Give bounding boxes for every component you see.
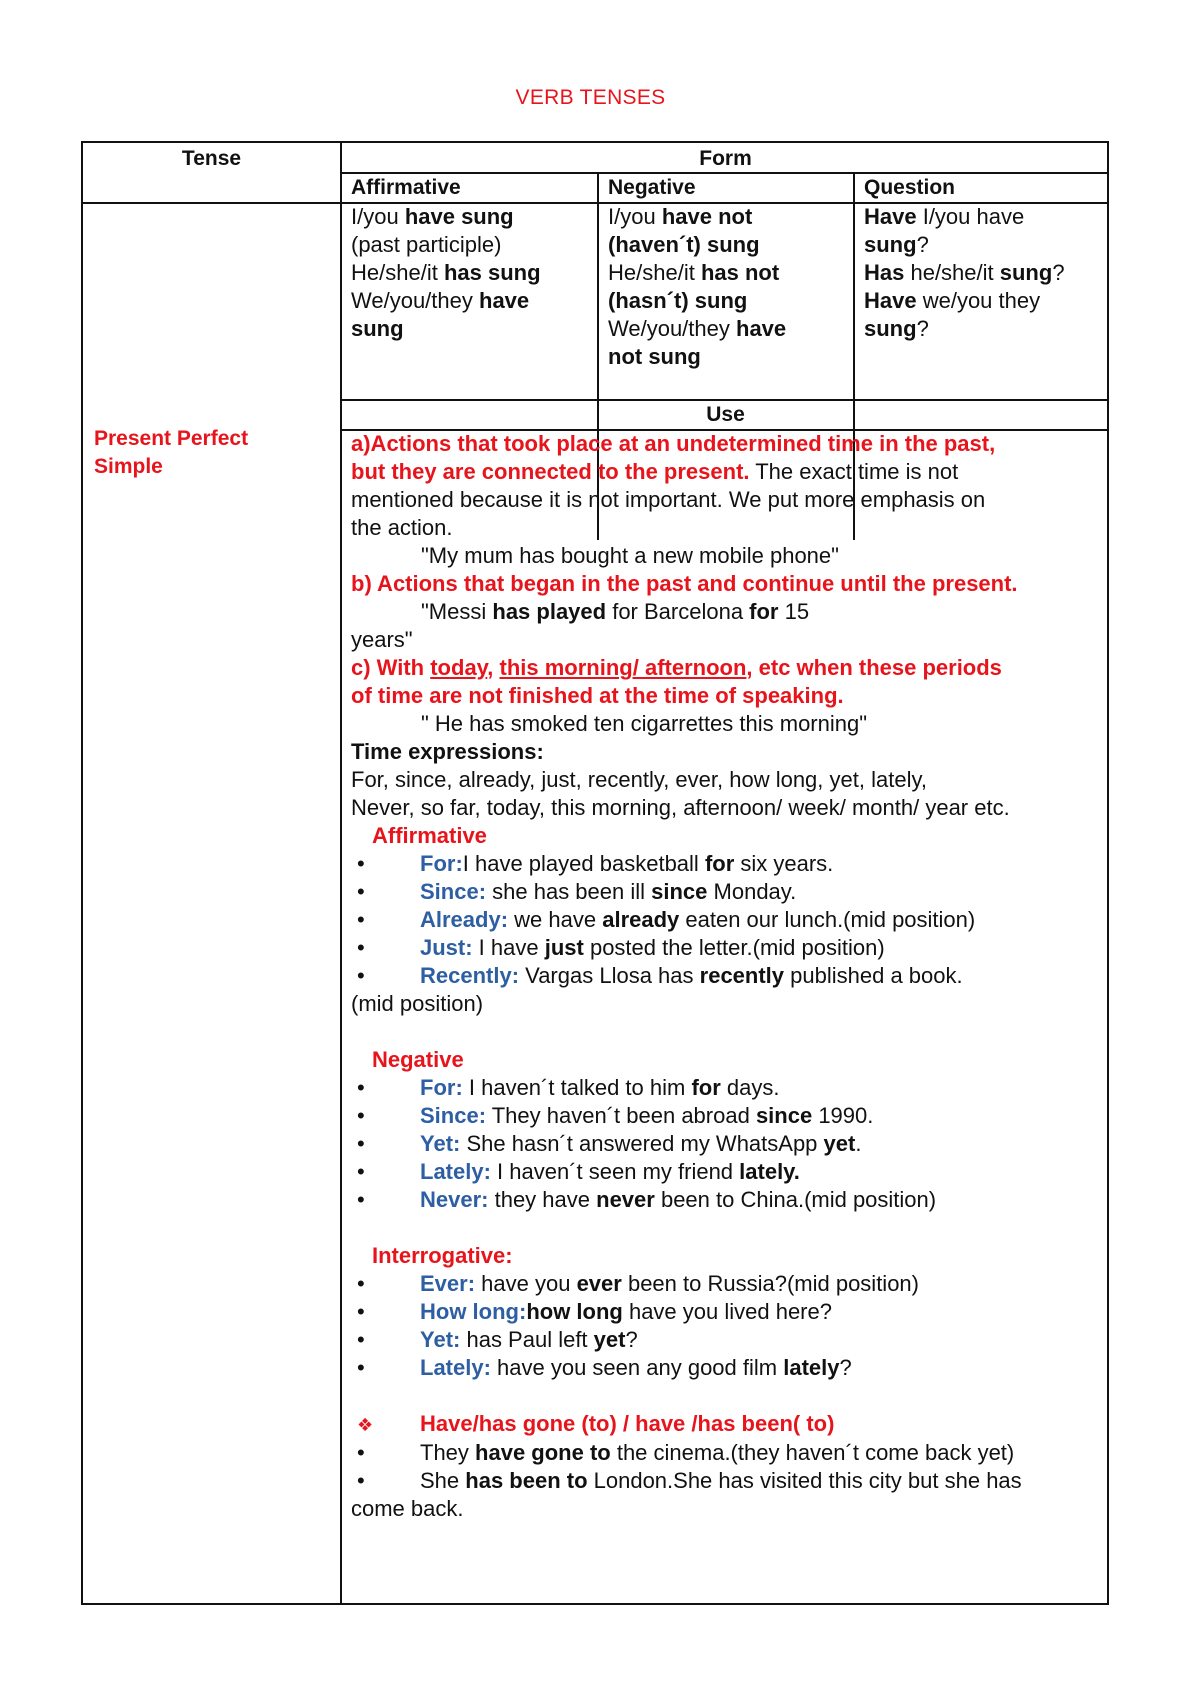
keyword: Since:	[420, 879, 487, 904]
list-item: • Yet: She hasn´t answered my WhatsApp yet.	[351, 1130, 1103, 1158]
list-item: • Since: she has been ill since Monday.	[351, 878, 1103, 906]
gone-been-heading: ❖ Have/has gone (to) / have /has been( to)	[351, 1410, 1103, 1439]
keyword: Since:	[420, 1103, 487, 1128]
negative-label: Negative	[372, 1047, 464, 1072]
bullet-icon: •	[357, 1355, 365, 1380]
affirmative-label: Affirmative	[372, 823, 487, 848]
keyword: Lately:	[420, 1355, 491, 1380]
keyword: Already:	[420, 907, 509, 932]
form-affirmative: I/you have sung (past participle) He/she/it has sung We/you/they have sung	[351, 204, 541, 341]
tense-name	[94, 425, 334, 481]
use-c-heading: c) With today, this morning/ afternoon, etc when these periods	[351, 655, 1002, 680]
bullet-icon: •	[357, 1468, 365, 1493]
list-item: • Ever: have you ever been to Russia?(mid position)	[351, 1270, 1103, 1298]
negative-list	[351, 1074, 1103, 1214]
verb-tense-table	[81, 141, 1109, 1605]
list-item: • She has been to London.She has visited this city but she has	[351, 1467, 1103, 1495]
example: "Messi has played for Barcelona for 15	[421, 599, 810, 624]
list-item: • For:I have played basketball for six years.	[351, 850, 1103, 878]
tense-name-line: Simple	[94, 455, 163, 478]
keyword: How long:	[420, 1299, 527, 1324]
use-a-heading: a)Actions that took place at an undetermined time in the past,	[351, 431, 996, 456]
list-item: • Lately: have you seen any good film lately?	[351, 1354, 1103, 1382]
bullet-icon: •	[357, 935, 365, 960]
list-item: • Just: I have just posted the letter.(mid position)	[351, 934, 1103, 962]
bullet-icon: •	[357, 1327, 365, 1352]
bullet-icon: •	[357, 1187, 365, 1212]
list-item: • Lately: I haven´t seen my friend lately.	[351, 1158, 1103, 1186]
keyword: For:	[420, 1075, 463, 1100]
bullet-icon: •	[357, 963, 365, 988]
tense-name-line: Present Perfect	[94, 427, 249, 450]
form-question: Have I/you have sung? Has he/she/it sung? Have we/you they sung?	[864, 204, 1065, 341]
bullet-icon: •	[357, 1271, 365, 1296]
keyword: Ever:	[420, 1271, 476, 1296]
diamond-bullet-icon: ❖	[357, 1415, 374, 1435]
interrogative-list	[351, 1270, 1103, 1382]
list-item: • Yet: has Paul left yet?	[351, 1326, 1103, 1354]
time-expressions-label: Time expressions:	[351, 739, 544, 764]
page-title: VERB TENSES	[515, 86, 666, 109]
list-item: • They have gone to the cinema.(they haven´t come back yet)	[351, 1439, 1103, 1467]
bullet-icon: •	[357, 1159, 365, 1184]
example: "My mum has bought a new mobile phone"	[421, 543, 839, 568]
divider	[340, 143, 342, 1605]
bullet-icon: •	[357, 1299, 365, 1324]
keyword: Just:	[420, 935, 473, 960]
list-item: • Never: they have never been to China.(mid position)	[351, 1186, 1103, 1214]
keyword: Yet:	[420, 1327, 461, 1352]
use-section: a)Actions that took place at an undetermined time in the past, but they are connected to the present. The exact time is not mentioned because it is not important. We put more emphasis on the action. "My mum has bought a new mobile phone" b) Actions that began in the past and continue until the present. "Messi has played for Barcelona for 15 years" c) With today, this morning/ afternoon, etc when these periods of time are not finished at the time of speaking. " He has smoked ten cigarrettes this morning" Time expressions: For, since, already, just, recently, ever, how long, yet, lately, Never, so far, today, this morning, afternoon/ week/ month/ year etc. Affirmative • For:I have played basketball for six years. • Since: she has been ill since Monday. • Already: we have already eaten our lunch.(mid position) • Just: I have just posted the letter.(mid position) • Recently: Vargas Llosa has recently published a book. (mid position) Negative • For: I haven´t talked to him for days. • Since: They haven´t been abroad since 1990. • Yet: She hasn´t answered my WhatsApp yet. • Lately: I haven´t seen my friend lately. • Never: they have never been to China.(mid position) Interrogative: • Ever: have you ever been to Russia?(mid position) • How long:how long have you lived here? • Yet: has Paul left yet? • Lately: have you seen any good film lately? ❖ Have/has gone (to) / have /has been( to) • They have gone to the cinema.(they haven´t come back yet) • She has been to London.She has visited this city but she has come back.	[351, 430, 1103, 1523]
header-use: Use	[706, 403, 745, 426]
header-affirmative: Affirmative	[351, 176, 461, 199]
list-item: • Already: we have already eaten our lunch.(mid position)	[351, 906, 1103, 934]
header-question: Question	[864, 176, 956, 199]
affirmative-list	[351, 850, 1103, 990]
bullet-icon: •	[357, 1131, 365, 1156]
header-tense: Tense	[181, 147, 242, 170]
header-form: Form	[699, 147, 752, 170]
list-item: • For: I haven´t talked to him for days.	[351, 1074, 1103, 1102]
interrogative-label: Interrogative:	[372, 1243, 513, 1268]
bullet-icon: •	[357, 1440, 365, 1465]
keyword: Lately:	[420, 1159, 491, 1184]
keyword: Yet:	[420, 1131, 461, 1156]
list-item: • Since: They haven´t been abroad since 1990.	[351, 1102, 1103, 1130]
keyword: For:	[420, 851, 463, 876]
list-item: • How long:how long have you lived here?	[351, 1298, 1103, 1326]
example: " He has smoked ten cigarrettes this morning"	[421, 711, 868, 736]
keyword: Never:	[420, 1187, 489, 1212]
bullet-icon: •	[357, 1103, 365, 1128]
bullet-icon: •	[357, 907, 365, 932]
bullet-icon: •	[357, 1075, 365, 1100]
bullet-icon: •	[357, 879, 365, 904]
header-negative: Negative	[608, 176, 696, 199]
bullet-icon: •	[357, 851, 365, 876]
form-negative: I/you have not (haven´t) sung He/she/it has not (hasn´t) sung We/you/they have not sung	[608, 204, 787, 369]
list-item: • Recently: Vargas Llosa has recently published a book.	[351, 962, 1103, 990]
keyword: Recently:	[420, 963, 520, 988]
use-b-heading: b) Actions that began in the past and continue until the present.	[351, 571, 1018, 596]
